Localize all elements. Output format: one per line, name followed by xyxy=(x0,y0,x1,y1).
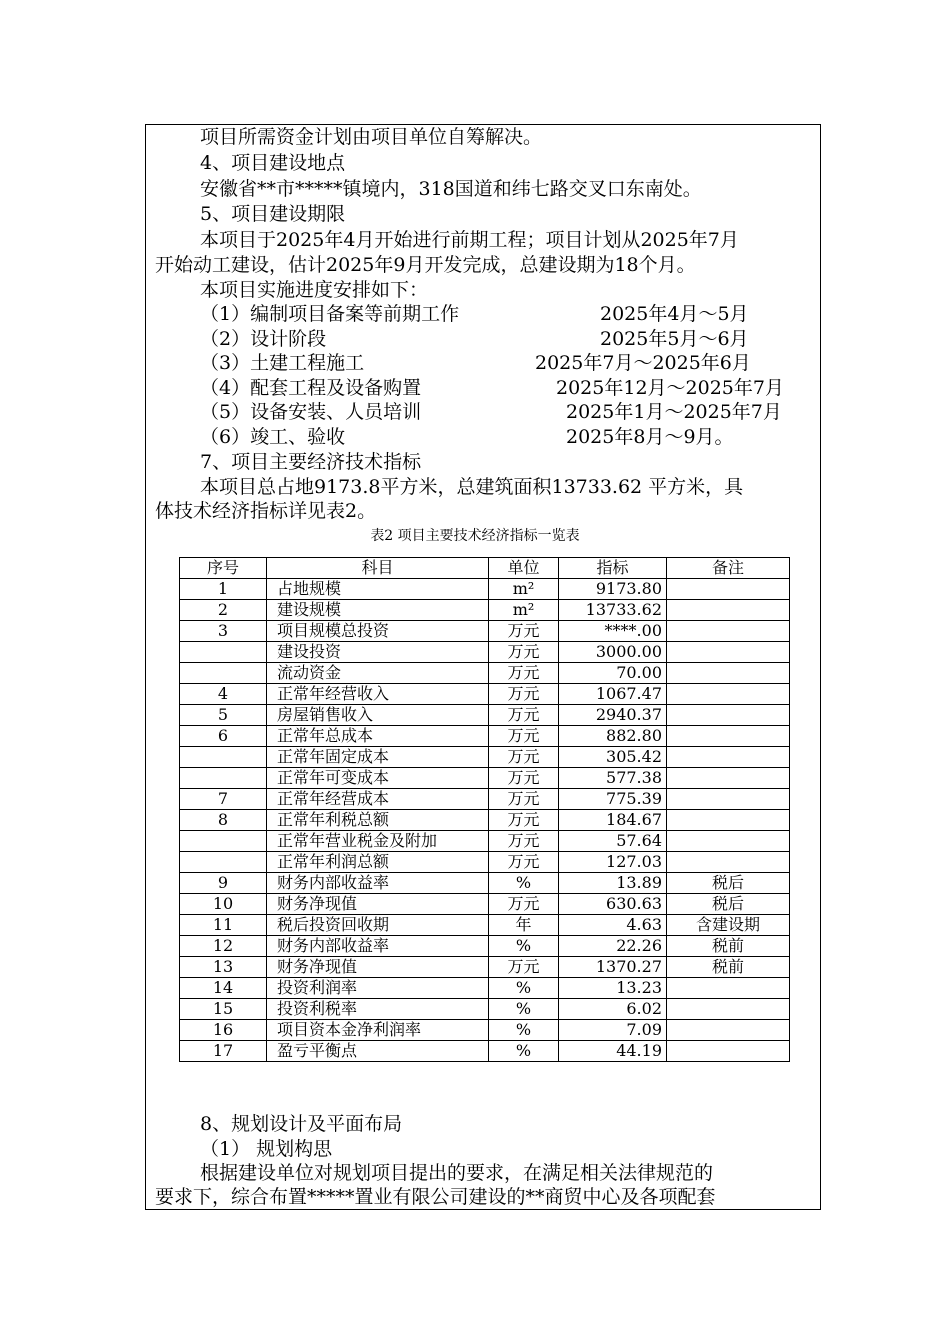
schedule-task: （6）竣工、验收 xyxy=(200,426,346,448)
cell-index: 6 xyxy=(180,726,267,747)
cell-index: 11 xyxy=(180,915,267,936)
paragraph-indicators-line2: 体技术经济指标详见表2。 xyxy=(155,500,377,522)
cell-item: 税后投资回收期 xyxy=(267,915,489,936)
cell-unit: m² xyxy=(489,579,559,600)
cell-item: 正常年固定成本 xyxy=(267,747,489,768)
schedule-task: （5）设备安装、人员培训 xyxy=(200,401,422,423)
cell-item: 盈亏平衡点 xyxy=(267,1041,489,1062)
indicator-table xyxy=(179,557,790,1062)
cell-note xyxy=(667,789,790,810)
cell-value: 6.02 xyxy=(559,999,667,1020)
cell-unit: % xyxy=(489,1041,559,1062)
table-row xyxy=(180,747,790,768)
cell-item: 房屋销售收入 xyxy=(267,705,489,726)
cell-value: 22.26 xyxy=(559,936,667,957)
cell-item: 投资利税率 xyxy=(267,999,489,1020)
table-header-row xyxy=(180,558,790,579)
cell-note xyxy=(667,831,790,852)
cell-value: ****.00 xyxy=(559,621,667,642)
cell-item: 建设规模 xyxy=(267,600,489,621)
cell-index: 15 xyxy=(180,999,267,1020)
cell-item: 正常年营业税金及附加 xyxy=(267,831,489,852)
table-row xyxy=(180,1020,790,1041)
cell-index: 7 xyxy=(180,789,267,810)
cell-index: 5 xyxy=(180,705,267,726)
cell-index xyxy=(180,852,267,873)
cell-note: 税前 xyxy=(667,957,790,978)
heading-planning: 8、规划设计及平面布局 xyxy=(200,1113,403,1135)
schedule-task: （2）设计阶段 xyxy=(200,328,327,350)
header-note: 备注 xyxy=(667,558,790,579)
cell-item: 财务内部收益率 xyxy=(267,873,489,894)
cell-index: 13 xyxy=(180,957,267,978)
table-row xyxy=(180,579,790,600)
cell-note xyxy=(667,747,790,768)
table-row xyxy=(180,957,790,978)
cell-index: 3 xyxy=(180,621,267,642)
cell-unit: 万元 xyxy=(489,705,559,726)
cell-value: 9173.80 xyxy=(559,579,667,600)
cell-value: 1067.47 xyxy=(559,684,667,705)
cell-item: 正常年经营成本 xyxy=(267,789,489,810)
paragraph-period-line1: 本项目于2025年4月开始进行前期工程；项目计划从2025年7月 xyxy=(200,229,739,251)
cell-note: 税后 xyxy=(667,873,790,894)
cell-unit: 万元 xyxy=(489,894,559,915)
table-row xyxy=(180,894,790,915)
cell-note xyxy=(667,705,790,726)
header-value: 指标 xyxy=(559,558,667,579)
cell-value: 13.89 xyxy=(559,873,667,894)
cell-item: 占地规模 xyxy=(267,579,489,600)
table-row xyxy=(180,684,790,705)
schedule-period: 2025年8月～9月。 xyxy=(566,426,734,448)
table-row xyxy=(180,810,790,831)
table-row xyxy=(180,915,790,936)
paragraph-funding: 项目所需资金计划由项目单位自筹解决。 xyxy=(200,126,543,148)
cell-index: 9 xyxy=(180,873,267,894)
cell-value: 127.03 xyxy=(559,852,667,873)
paragraph-planning-line1: 根据建设单位对规划项目提出的要求，在满足相关法律规范的 xyxy=(200,1162,714,1184)
cell-note xyxy=(667,852,790,873)
cell-unit: 万元 xyxy=(489,957,559,978)
cell-note xyxy=(667,1041,790,1062)
table-row xyxy=(180,852,790,873)
cell-value: 4.63 xyxy=(559,915,667,936)
cell-item: 正常年总成本 xyxy=(267,726,489,747)
cell-value: 44.19 xyxy=(559,1041,667,1062)
cell-note xyxy=(667,642,790,663)
cell-index: 16 xyxy=(180,1020,267,1041)
cell-value: 184.67 xyxy=(559,810,667,831)
cell-item: 流动资金 xyxy=(267,663,489,684)
cell-item: 正常年经营收入 xyxy=(267,684,489,705)
cell-unit: % xyxy=(489,978,559,999)
paragraph-location: 安徽省**市*****镇境内，318国道和纬七路交叉口东南处。 xyxy=(200,178,702,200)
cell-note xyxy=(667,579,790,600)
cell-index xyxy=(180,663,267,684)
cell-item: 投资利润率 xyxy=(267,978,489,999)
schedule-period: 2025年12月～2025年7月 xyxy=(556,377,784,399)
header-unit: 单位 xyxy=(489,558,559,579)
cell-unit: 万元 xyxy=(489,726,559,747)
cell-item: 财务净现值 xyxy=(267,894,489,915)
cell-item: 正常年利润总额 xyxy=(267,852,489,873)
paragraph-schedule-intro: 本项目实施进度安排如下： xyxy=(200,279,429,301)
cell-index: 1 xyxy=(180,579,267,600)
cell-note xyxy=(667,768,790,789)
cell-unit: 万元 xyxy=(489,852,559,873)
cell-index xyxy=(180,768,267,789)
cell-value: 775.39 xyxy=(559,789,667,810)
cell-value: 1370.27 xyxy=(559,957,667,978)
cell-unit: 万元 xyxy=(489,747,559,768)
cell-item: 项目规模总投资 xyxy=(267,621,489,642)
cell-note xyxy=(667,663,790,684)
heading-indicators: 7、项目主要经济技术指标 xyxy=(200,451,422,473)
header-index: 序号 xyxy=(180,558,267,579)
cell-note xyxy=(667,621,790,642)
schedule-period: 2025年5月～6月 xyxy=(600,328,749,350)
table-row xyxy=(180,1041,790,1062)
cell-index xyxy=(180,831,267,852)
cell-unit: 万元 xyxy=(489,642,559,663)
paragraph-indicators-line1: 本项目总占地9173.8平方米，总建筑面积13733.62 平方米，具 xyxy=(200,476,744,498)
schedule-period: 2025年7月～2025年6月 xyxy=(535,352,751,374)
table-row xyxy=(180,642,790,663)
cell-value: 630.63 xyxy=(559,894,667,915)
heading-location: 4、项目建设地点 xyxy=(200,152,346,174)
table-row xyxy=(180,663,790,684)
table-row xyxy=(180,936,790,957)
cell-item: 项目资本金净利润率 xyxy=(267,1020,489,1041)
cell-value: 7.09 xyxy=(559,1020,667,1041)
cell-index xyxy=(180,747,267,768)
header-item: 科目 xyxy=(267,558,489,579)
cell-value: 2940.37 xyxy=(559,705,667,726)
table-caption: 表2 项目主要技术经济指标一览表 xyxy=(370,528,580,544)
cell-item: 正常年利税总额 xyxy=(267,810,489,831)
cell-index: 17 xyxy=(180,1041,267,1062)
table-row xyxy=(180,768,790,789)
cell-note xyxy=(667,684,790,705)
cell-index: 2 xyxy=(180,600,267,621)
cell-value: 13.23 xyxy=(559,978,667,999)
cell-note: 税前 xyxy=(667,936,790,957)
cell-unit: 万元 xyxy=(489,831,559,852)
cell-value: 57.64 xyxy=(559,831,667,852)
cell-unit: 万元 xyxy=(489,663,559,684)
schedule-period: 2025年4月～5月 xyxy=(600,303,749,325)
cell-unit: m² xyxy=(489,600,559,621)
cell-note: 税后 xyxy=(667,894,790,915)
cell-unit: % xyxy=(489,936,559,957)
cell-note xyxy=(667,600,790,621)
cell-value: 3000.00 xyxy=(559,642,667,663)
schedule-task: （3）土建工程施工 xyxy=(200,352,365,374)
cell-item: 财务内部收益率 xyxy=(267,936,489,957)
cell-index xyxy=(180,642,267,663)
cell-unit: 万元 xyxy=(489,810,559,831)
heading-period: 5、项目建设期限 xyxy=(200,203,346,225)
cell-unit: % xyxy=(489,999,559,1020)
subheading-planning-concept: （1） 规划构思 xyxy=(200,1138,333,1160)
cell-unit: 年 xyxy=(489,915,559,936)
cell-note: 含建设期 xyxy=(667,915,790,936)
table-row xyxy=(180,999,790,1020)
table-row xyxy=(180,873,790,894)
cell-value: 305.42 xyxy=(559,747,667,768)
cell-unit: % xyxy=(489,873,559,894)
cell-unit: 万元 xyxy=(489,768,559,789)
cell-unit: 万元 xyxy=(489,621,559,642)
cell-item: 正常年可变成本 xyxy=(267,768,489,789)
cell-unit: 万元 xyxy=(489,789,559,810)
table-row xyxy=(180,789,790,810)
cell-unit: % xyxy=(489,1020,559,1041)
cell-note xyxy=(667,999,790,1020)
paragraph-period-line2: 开始动工建设，估计2025年9月开发完成，总建设期为18个月。 xyxy=(155,254,696,276)
schedule-task: （4）配套工程及设备购置 xyxy=(200,377,422,399)
cell-note xyxy=(667,726,790,747)
cell-index: 10 xyxy=(180,894,267,915)
cell-note xyxy=(667,1020,790,1041)
cell-value: 882.80 xyxy=(559,726,667,747)
paragraph-planning-line2: 要求下，综合布置*****置业有限公司建设的**商贸中心及各项配套 xyxy=(155,1186,716,1208)
cell-value: 577.38 xyxy=(559,768,667,789)
cell-note xyxy=(667,978,790,999)
table-row xyxy=(180,831,790,852)
cell-value: 70.00 xyxy=(559,663,667,684)
cell-index: 8 xyxy=(180,810,267,831)
table-row xyxy=(180,978,790,999)
table-row xyxy=(180,621,790,642)
table-row xyxy=(180,600,790,621)
cell-index: 14 xyxy=(180,978,267,999)
table-row xyxy=(180,726,790,747)
schedule-task: （1）编制项目备案等前期工作 xyxy=(200,303,460,325)
cell-index: 4 xyxy=(180,684,267,705)
cell-item: 财务净现值 xyxy=(267,957,489,978)
cell-note xyxy=(667,810,790,831)
cell-index: 12 xyxy=(180,936,267,957)
cell-unit: 万元 xyxy=(489,684,559,705)
cell-item: 建设投资 xyxy=(267,642,489,663)
cell-value: 13733.62 xyxy=(559,600,667,621)
table-row xyxy=(180,705,790,726)
schedule-period: 2025年1月～2025年7月 xyxy=(566,401,782,423)
